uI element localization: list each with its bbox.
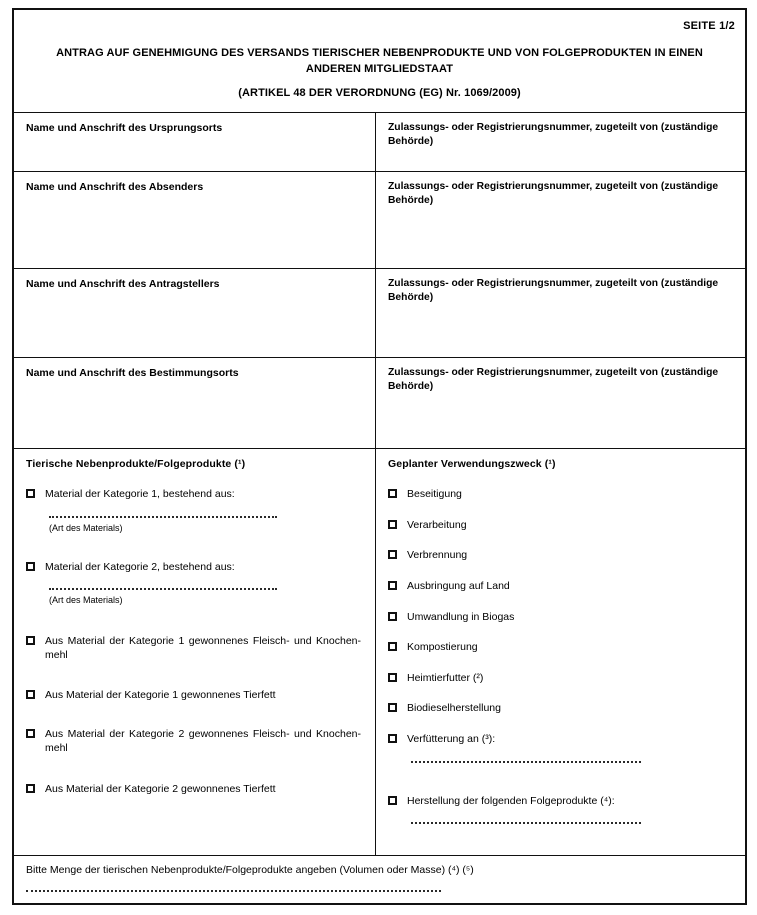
checkbox-label: Verbrennung bbox=[407, 549, 468, 562]
checkbox-row-disposal bbox=[388, 488, 733, 502]
destination-label[interactable]: Name und Anschrift des Bestimmungsorts bbox=[14, 358, 376, 448]
checkbox-row-cat1-animal-fat bbox=[26, 689, 363, 703]
checkbox-incineration[interactable] bbox=[388, 550, 397, 559]
sender-label[interactable]: Name und Anschrift des Absenders bbox=[14, 172, 376, 268]
origin-label[interactable]: Name und Anschrift des Ursprungsorts bbox=[14, 113, 376, 171]
checkbox-label: Heimtierfutter (²) bbox=[407, 671, 484, 684]
checkbox-disposal[interactable] bbox=[388, 489, 397, 498]
checkbox-feeding[interactable] bbox=[388, 734, 397, 743]
fill-line-quantity[interactable] bbox=[26, 890, 441, 892]
page-indicator: SEITE 1/2 bbox=[683, 20, 735, 32]
checkbox-label: Aus Material der Kategorie 2 gewonnenes Tierfett bbox=[45, 783, 276, 796]
checkbox-label: Material der Kategorie 1, bestehend aus: bbox=[45, 488, 235, 500]
checkbox-row-incineration bbox=[388, 549, 733, 563]
checkbox-label: Aus Material der Kategorie 1 gewonnenes Tierfett bbox=[45, 688, 276, 701]
checkbox-label: Biodieselherstellung bbox=[407, 702, 501, 715]
sender-registration-label[interactable]: Zulassungs- oder Registrierungsnummer, zugeteilt von (zuständige Behörde) bbox=[388, 181, 719, 206]
checkbox-label: Umwandlung in Biogas bbox=[407, 610, 515, 623]
checkbox-derived-products[interactable] bbox=[388, 796, 397, 805]
checkbox-row-cat1-meat-bone-meal bbox=[26, 635, 363, 662]
address-row-origin bbox=[14, 112, 745, 171]
checkbox-row-feeding bbox=[388, 733, 733, 747]
fill-line-category1-material[interactable] bbox=[49, 516, 277, 518]
form-subtitle: (ARTIKEL 48 DER VERORDNUNG (EG) Nr. 1069/2009) bbox=[238, 86, 521, 99]
checkbox-cat1-animal-fat[interactable] bbox=[26, 690, 35, 699]
checkbox-label: Beseitigung bbox=[407, 488, 462, 500]
fill-line-feeding[interactable] bbox=[411, 761, 641, 763]
checkbox-row-petfood bbox=[388, 672, 733, 686]
checkbox-label: Material der Kategorie 2, bestehend aus: bbox=[45, 560, 235, 573]
byproducts-header: Tierische Nebenprodukte/Folgeprodukte (¹) bbox=[26, 458, 246, 470]
checkbox-category1-material[interactable] bbox=[26, 489, 35, 498]
checkbox-label: Verarbeitung bbox=[407, 518, 467, 531]
purpose-column bbox=[376, 449, 745, 855]
quantity-label: Bitte Menge der tierischen Nebenprodukte/Folgeprodukte angeben (Volumen oder Masse) (⁴) (⁵) bbox=[26, 864, 474, 876]
checkbox-row-cat2-animal-fat bbox=[26, 783, 363, 797]
checkbox-category2-material[interactable] bbox=[26, 562, 35, 571]
checkbox-row-composting bbox=[388, 641, 733, 655]
checkbox-row-cat2-meat-bone-meal bbox=[26, 728, 363, 755]
fill-line-category2-material[interactable] bbox=[49, 588, 277, 590]
checkbox-row-biogas bbox=[388, 611, 733, 625]
fill-line-derived-products[interactable] bbox=[411, 822, 641, 824]
checkbox-processing[interactable] bbox=[388, 520, 397, 529]
checkbox-row-land-application bbox=[388, 580, 733, 594]
origin-registration-label[interactable]: Zulassungs- oder Registrierungsnummer, zugeteilt von (zuständige Behörde) bbox=[388, 122, 719, 147]
checkbox-row-biodiesel bbox=[388, 702, 733, 716]
address-row-applicant bbox=[14, 268, 745, 357]
quantity-section bbox=[14, 855, 745, 903]
form-title: ANTRAG AUF GENEHMIGUNG DES VERSANDS TIERISCHER NEBENPRODUKTE UND VON FOLGEPRODUKTEN IN EINEN ANDEREN MITGLIEDSTAAT bbox=[56, 47, 703, 75]
purpose-header: Geplanter Verwendungszweck (¹) bbox=[388, 458, 556, 470]
checkbox-label: Aus Material der Kategorie 1 gewonnenes Fleisch- und Knochenmehl bbox=[45, 635, 361, 661]
form-header bbox=[14, 10, 745, 112]
applicant-label[interactable]: Name und Anschrift des Antragstellers bbox=[14, 269, 376, 357]
checkbox-composting[interactable] bbox=[388, 642, 397, 651]
checkbox-label: Herstellung der folgenden Folgeprodukte (⁴): bbox=[407, 794, 615, 807]
checkbox-row-processing bbox=[388, 519, 733, 533]
material-type-caption: (Art des Materials) bbox=[49, 522, 123, 533]
material-type-caption: (Art des Materials) bbox=[49, 595, 123, 606]
checkbox-label: Verfütterung an (³): bbox=[407, 733, 496, 746]
checkbox-cat2-animal-fat[interactable] bbox=[26, 784, 35, 793]
checkbox-land-application[interactable] bbox=[388, 581, 397, 590]
checkbox-biogas[interactable] bbox=[388, 612, 397, 621]
checklist-section bbox=[14, 448, 745, 855]
checkbox-row-category2-material bbox=[26, 561, 363, 575]
checkbox-biodiesel[interactable] bbox=[388, 703, 397, 712]
byproducts-column bbox=[14, 449, 376, 855]
checkbox-petfood[interactable] bbox=[388, 673, 397, 682]
form-border-box bbox=[12, 8, 747, 905]
checkbox-cat2-meat-bone-meal[interactable] bbox=[26, 729, 35, 738]
checkbox-label: Ausbringung auf Land bbox=[407, 579, 510, 592]
checkbox-label: Aus Material der Kategorie 2 gewonnenes Fleisch- und Knochenmehl bbox=[45, 728, 361, 754]
destination-registration-label[interactable]: Zulassungs- oder Registrierungsnummer, zugeteilt von (zuständige Behörde) bbox=[388, 367, 719, 392]
checkbox-label: Kompostierung bbox=[407, 641, 478, 654]
address-row-sender bbox=[14, 171, 745, 268]
applicant-registration-label[interactable]: Zulassungs- oder Registrierungsnummer, zugeteilt von (zuständige Behörde) bbox=[388, 278, 719, 303]
checkbox-row-derived-products bbox=[388, 795, 733, 809]
checkbox-cat1-meat-bone-meal[interactable] bbox=[26, 636, 35, 645]
checkbox-row-category1-material bbox=[26, 488, 363, 502]
address-row-destination bbox=[14, 357, 745, 448]
